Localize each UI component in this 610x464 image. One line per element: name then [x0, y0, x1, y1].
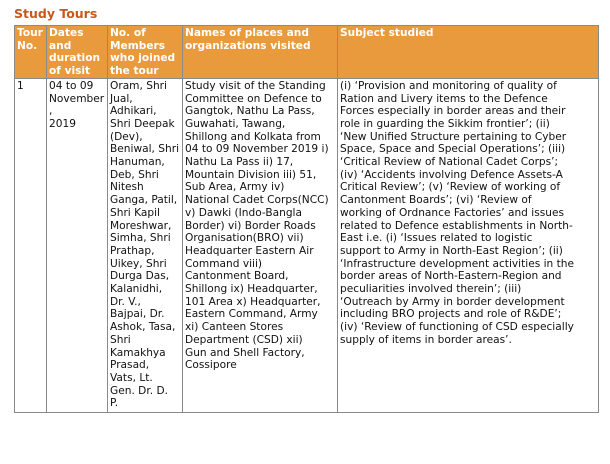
cell-members: Oram, Shri Jual, Adhikari, Shri Deepak (Dev), Beniwal, Shri Hanuman, Deb, Shri Nitesh Ganga, Patil, Shri Kapil Moreshwar, Simha, Shri Prathap, Uikey, Shri Durga Das, Kalanidhi, Dr. V., Bajpai, Dr. Ashok, Tasa, Shri Kamakhya Prasad, Vats, Lt. Gen. Dr. D. P. [108, 78, 183, 412]
table-header-row [15, 26, 599, 79]
cell-subject: (i) ‘Provision and monitoring of quality of Ration and Livery items to the Defence Forces especially in border areas and their role in guarding the Sikkim frontier’; (ii) ‘New Unified Structure pertaining to Cyber Space, Space and Special Operations’; (iii) ‘Critical Review of National Cadet Corps’; (iv) ‘Accidents involving Defence Assets-A Critical Review’; (v) ‘Review of working of Cantonment Boards’; (vi) ‘Review of working of Ordnance Factories’ and issues related to Defence establishments in North- East i.e. (i) ‘Issues related to logistic support to Army in North-East Region’; (ii) ‘Infrastructure development activities in the border areas of North-Eastern-Region and peculiarities involved therein’; (iii) ‘Outreach by Army in border development including BRO projects and role of R&DE’; (iv) ‘Review of functioning of CSD especially supply of items in border areas’. [338, 78, 599, 412]
section-title: Study Tours [14, 6, 98, 21]
header-subject: Subject studied [338, 26, 599, 79]
cell-tour-no: 1 [15, 78, 47, 412]
cell-places: Study visit of the Standing Committee on Defence to Gangtok, Nathu La Pass, Guwahati, Tawang, Shillong and Kolkata from 04 to 09 November 2019 i) Nathu La Pass ii) 17, Mountain Division iii) 51, Sub Area, Army iv) National Cadet Corps(NCC) v) Dawki (Indo-Bangla Border) vi) Border Roads Organisation(BRO) vii) Headquarter Eastern Air Command viii) Cantonment Board, Shillong ix) Headquarter, 101 Area x) Headquarter, Eastern Command, Army xi) Canteen Stores Department (CSD) xii) Gun and Shell Factory, Cossipore [183, 78, 338, 412]
header-places: Names of places and organizations visited [183, 26, 338, 79]
header-members: No. of Members who joined the tour [108, 26, 183, 79]
study-tours-table [14, 25, 599, 413]
table-row [15, 78, 599, 412]
header-tour-no: Tour No. [15, 26, 47, 79]
header-dates: Dates and duration of visit [47, 26, 108, 79]
cell-dates: 04 to 09 November, 2019 [47, 78, 108, 412]
